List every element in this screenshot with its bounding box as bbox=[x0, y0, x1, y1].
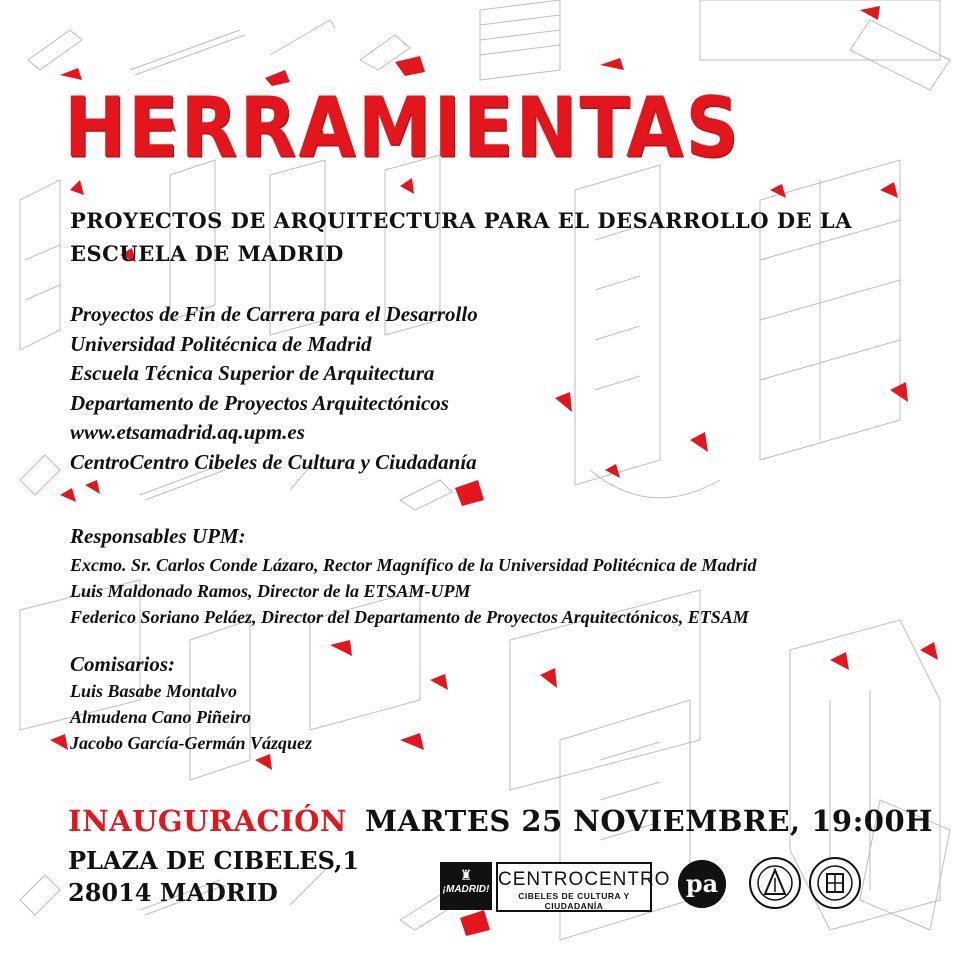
madrid-logo: ♜ ¡MADRID! bbox=[440, 862, 492, 910]
info-line-department: Departamento de Proyectos Arquitectónicos bbox=[70, 390, 449, 415]
responsable-item: Excmo. Sr. Carlos Conde Lázaro, Rector Magnífico de la Universidad Politécnica de Madrid bbox=[70, 555, 757, 575]
comisarios-heading: Comisarios: bbox=[70, 652, 176, 676]
responsables-heading: Responsables UPM: bbox=[70, 524, 246, 548]
poster-subtitle: PROYECTOS DE ARQUITECTURA PARA EL DESARROLLO DE LA ESCUELA DE MADRID bbox=[70, 208, 852, 266]
responsable-item: Federico Soriano Peláez, Director del Departamento de Proyectos Arquitectónicos, ETSAM bbox=[70, 607, 749, 627]
upm-seal-icon bbox=[808, 856, 862, 910]
info-line-website: www.etsamadrid.aq.upm.es bbox=[70, 420, 305, 444]
event-address bbox=[68, 845, 359, 909]
info-block bbox=[70, 300, 478, 477]
info-line-school: Escuela Técnica Superior de Arquitectura bbox=[70, 361, 435, 385]
event-datetime: MARTES 25 NOVIEMBRE, 19:00H bbox=[364, 804, 934, 838]
centrocentro-logo-title: CENTROCENTRO bbox=[498, 869, 671, 890]
centrocentro-logo-subtitle: CIBELES DE CULTURA Y CIUDADANÍA bbox=[518, 891, 630, 911]
info-line-program: Proyectos de Fin de Carrera para el Desarrollo bbox=[70, 302, 478, 326]
comisario-item: Almudena Cano Piñeiro bbox=[70, 707, 252, 727]
address-line-1: PLAZA DE CIBELES,1 bbox=[68, 846, 360, 875]
address-line-2: 28014 MADRID bbox=[68, 878, 278, 907]
comisarios-list bbox=[70, 678, 312, 756]
responsables-list bbox=[70, 552, 757, 630]
poster-title: HERRAMIENTAS bbox=[64, 80, 741, 177]
etsam-seal-icon bbox=[748, 856, 802, 910]
event-line bbox=[68, 804, 933, 838]
event-label: INAUGURACIÓN bbox=[68, 804, 347, 838]
comisario-item: Luis Basabe Montalvo bbox=[70, 681, 238, 701]
centrocentro-logo bbox=[496, 862, 671, 912]
pa-logo-icon bbox=[678, 860, 726, 908]
comisario-item: Jacobo García-Germán Vázquez bbox=[70, 733, 312, 753]
info-line-venue: CentroCentro Cibeles de Cultura y Ciudadanía bbox=[70, 449, 477, 474]
pa-logo bbox=[678, 860, 726, 908]
responsable-item: Luis Maldonado Ramos, Director de la ETSAM-UPM bbox=[70, 581, 471, 601]
madrid-crest-icon: ♜ bbox=[459, 867, 473, 883]
svg-text:pa: pa bbox=[685, 869, 719, 898]
info-line-university: Universidad Politécnica de Madrid bbox=[70, 331, 372, 356]
